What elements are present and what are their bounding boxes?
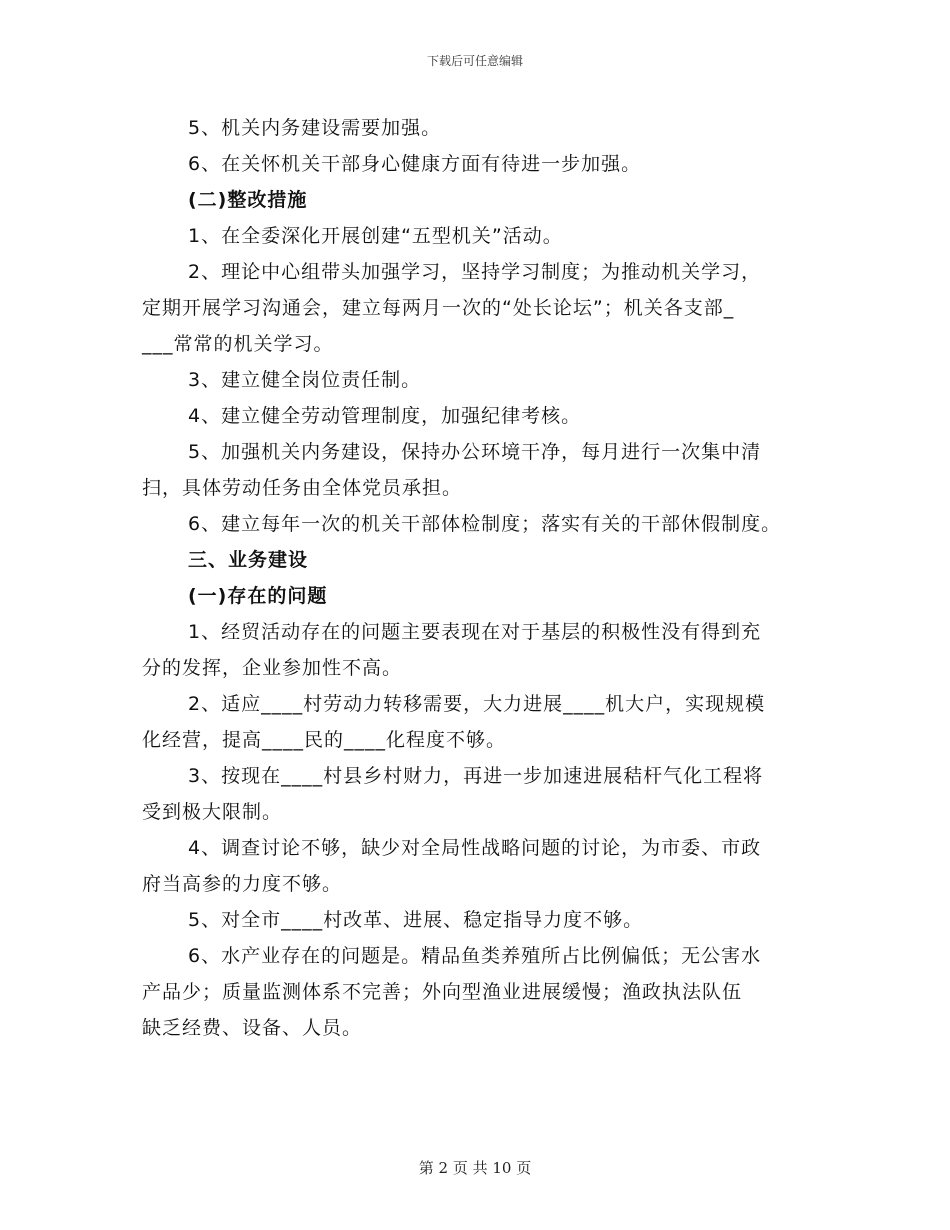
paragraph-line: 6、在关怀机关干部身心健康方面有待进一步加强。 [188,153,642,175]
paragraph-line: 2、适应____村劳动力转移需要，大力进展____机大户，实现规模 [188,693,766,715]
section-heading: 三、业务建设 [188,549,309,571]
paragraph-line: 3、建立健全岗位责任制。 [188,369,422,391]
section-heading: (二)整改措施 [188,189,308,211]
paragraph-line: 5、机关内务建设需要加强。 [188,117,442,139]
paragraph-line: 1、在全委深化开展创建“五型机关”活动。 [188,225,563,247]
paragraph-line: 产品少；质量监测体系不完善；外向型渔业进展缓慢；渔政执法队伍 [142,981,743,1003]
section-heading: (一)存在的问题 [188,585,328,607]
paragraph-line: 缺乏经费、设备、人员。 [142,1017,363,1039]
paragraph-line: 5、加强机关内务建设，保持办公环境干净，每月进行一次集中清 [188,441,762,463]
paragraph-line: 分的发挥，企业参加性不高。 [142,657,403,679]
paragraph-line: 受到极大限制。 [142,801,283,823]
paragraph-line: 3、按现在____村县乡村财力，再进一步加速进展秸杆气化工程将 [188,765,764,787]
document-body [142,110,822,1046]
paragraph-line: 6、水产业存在的问题是。精品鱼类养殖所占比例偏低；无公害水 [188,945,762,967]
page-footer: 第 2 页 共 10 页 [418,1159,532,1177]
paragraph-line: ___常常的机关学习。 [142,333,334,355]
paragraph-line: 扫，具体劳动任务由全体党员承担。 [142,477,463,499]
paragraph-line: 1、经贸活动存在的问题主要表现在对于基层的积极性没有得到充 [188,621,762,643]
paragraph-line: 定期开展学习沟通会，建立每两月一次的“处长论坛”；机关各支部_ [142,297,735,319]
paragraph-line: 府当高参的力度不够。 [142,873,343,895]
page-header: 下载后可任意编辑 [426,54,523,68]
paragraph-line: 6、建立每年一次的机关干部体检制度；落实有关的干部休假制度。 [188,513,782,535]
paragraph-line: 化经营，提高____民的____化程度不够。 [142,729,507,751]
paragraph-line: 5、对全市____村改革、进展、稳定指导力度不够。 [188,909,644,931]
paragraph-line: 4、建立健全劳动管理制度，加强纪律考核。 [188,405,582,427]
paragraph-line: 2、理论中心组带头加强学习，坚持学习制度；为推动机关学习， [188,261,762,283]
paragraph-line: 4、调查讨论不够，缺少对全局性战略问题的讨论，为市委、市政 [188,837,762,859]
